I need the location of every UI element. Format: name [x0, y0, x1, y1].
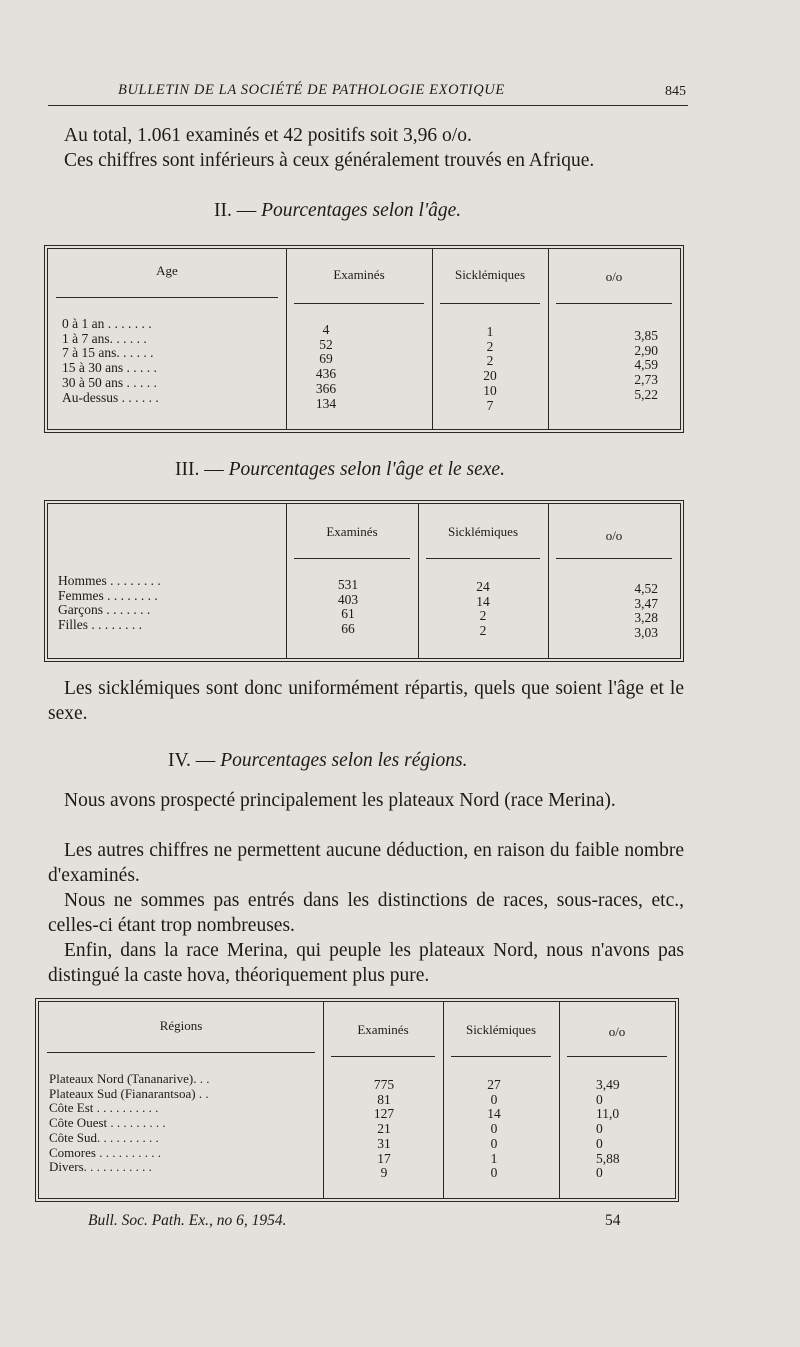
table-row-label: Plateaux Nord (Tananarive). . .	[49, 1071, 210, 1086]
table-row-label: Femmes . . . . . . . .	[58, 587, 158, 603]
header-rule	[556, 303, 672, 304]
para-regions-4: Enfin, dans la race Merina, qui peuple les plateaux Nord, nous n'avons pas distingué la caste hova, théoriquement plus pure.	[48, 940, 684, 986]
header-rule	[451, 1056, 551, 1057]
table-cell: 4,52	[634, 581, 658, 596]
sex-examines	[318, 578, 378, 637]
section-4-number: IV. —	[168, 750, 216, 771]
header-rule	[294, 558, 410, 559]
table-cell: 10	[483, 382, 497, 398]
header-rule	[426, 558, 540, 559]
table-cell: 0	[490, 1121, 498, 1137]
table-cell: 31	[377, 1135, 391, 1151]
table-cell: 7	[486, 397, 494, 413]
table-cell: 17	[377, 1150, 391, 1166]
header-rule	[567, 1056, 667, 1057]
table-row-label: 30 à 50 ans . . . . .	[62, 374, 157, 390]
table-cell: 69	[319, 351, 333, 367]
table-cell: 5,88	[596, 1150, 620, 1166]
table-cell: 531	[337, 577, 359, 592]
region-sicklemiques	[469, 1078, 519, 1181]
para-regions-3: Nous ne sommes pas entrés dans les distinctions de races, sous-races, etc., celles-ci étant trop nombreuses.	[48, 890, 684, 936]
table-row-label: 0 à 1 an . . . . . . .	[62, 316, 152, 331]
header-rule	[440, 303, 540, 304]
table-cell: 66	[341, 621, 355, 637]
table-cell: 0	[490, 1091, 498, 1107]
col-header-age: Age	[156, 263, 178, 278]
table-cell: 3,47	[634, 595, 658, 611]
table-cell: 403	[337, 591, 359, 607]
sex-labels	[58, 574, 278, 633]
region-labels	[49, 1072, 319, 1175]
header-rule	[48, 105, 688, 106]
table-cell: 2	[479, 623, 487, 639]
table-cell: 3,49	[596, 1077, 620, 1092]
table-cell: 27	[487, 1077, 501, 1092]
para-regions-1: Nous avons prospecté principalement les plateaux Nord (race Merina).	[64, 790, 616, 811]
journal-title: BULLETIN DE LA SOCIÉTÉ DE PATHOLOGIE EXOTIQUE	[118, 82, 505, 98]
table-cell: 14	[476, 593, 490, 609]
sex-pct	[548, 582, 658, 641]
table-cell: 0	[596, 1165, 603, 1181]
table-cell: 2	[479, 608, 487, 624]
footer-signature: 54	[605, 1212, 621, 1229]
header-rule	[331, 1056, 435, 1057]
table-cell: 61	[341, 606, 355, 622]
section-4-heading	[168, 750, 468, 772]
table-cell: 0	[596, 1091, 603, 1107]
table-row-label: Côte Est . . . . . . . . . .	[49, 1100, 159, 1116]
table-row-label: Garçons . . . . . . .	[58, 602, 151, 618]
table-cell: 5,22	[634, 386, 658, 402]
table-cell: 0	[596, 1121, 603, 1137]
table-cell: 1	[486, 324, 494, 339]
table-row-label: Plateaux Sud (Fianarantsoa) . .	[49, 1085, 209, 1101]
table-cell: 52	[319, 336, 333, 352]
table-regions	[38, 1001, 676, 1199]
table-cell: 0	[596, 1135, 603, 1151]
table-cell: 2	[486, 338, 494, 354]
region-examines	[359, 1078, 409, 1181]
table-cell: 366	[315, 380, 337, 396]
table-cell: 24	[476, 579, 490, 594]
header-rule	[56, 297, 278, 298]
para-sex-conclusion: Les sicklémiques sont donc uniformément répartis, quels que soient l'âge et le sexe.	[48, 678, 684, 724]
section-2-title: Pourcentages selon l'âge.	[261, 200, 462, 221]
table-row-label: 15 à 30 ans . . . . .	[62, 360, 157, 376]
table-row-label: Hommes . . . . . . . .	[58, 573, 161, 588]
table-cell: 81	[377, 1091, 391, 1107]
table-row-label: Côte Ouest . . . . . . . . .	[49, 1115, 166, 1131]
age-examines	[286, 323, 366, 411]
table-cell: 11,0	[596, 1106, 620, 1122]
section-3-title: Pourcentages selon l'âge et le sexe.	[228, 459, 505, 480]
table-cell: 9	[380, 1165, 388, 1181]
running-header	[48, 78, 686, 104]
age-pct	[548, 329, 658, 403]
region-pct	[596, 1078, 666, 1181]
table-cell: 4,59	[634, 357, 658, 373]
section-3-number: III. —	[175, 459, 224, 480]
header-rule	[47, 1052, 315, 1053]
table-row-label: Filles . . . . . . . .	[58, 617, 143, 633]
footer-citation: Bull. Soc. Path. Ex., no 6, 1954.	[88, 1212, 287, 1229]
table-cell: 2	[486, 353, 494, 369]
table-cell: 2,73	[634, 372, 658, 388]
col-header-regions: Régions	[159, 1018, 203, 1033]
table-cell: 20	[483, 368, 497, 384]
table-cell: 1	[490, 1150, 498, 1166]
table-row-label: Côte Sud. . . . . . . . . .	[49, 1129, 159, 1145]
col-header-pct: o/o	[605, 269, 623, 284]
table-sex	[47, 503, 681, 659]
table-row-label: 1 à 7 ans. . . . . .	[62, 330, 147, 346]
table-cell: 2,90	[634, 342, 658, 358]
table-row-label: Comores . . . . . . . . . .	[49, 1144, 161, 1160]
col-header-sicklemiques: Sicklémiques	[465, 1022, 537, 1037]
col-header-sicklemiques: Sicklémiques	[447, 524, 519, 539]
table-cell: 3,03	[634, 625, 658, 641]
table-row-label: 7 à 15 ans. . . . . .	[62, 345, 154, 361]
col-header-pct: o/o	[605, 528, 623, 543]
table-cell: 134	[315, 395, 337, 411]
table-row-label: Au-dessus . . . . . .	[62, 389, 159, 405]
table-cell: 4	[322, 322, 330, 337]
table-cell: 436	[315, 366, 337, 382]
para-regions-2: Les autres chiffres ne permettent aucune déduction, en raison du faible nombre d'examinés.	[48, 840, 684, 886]
col-header-sicklemiques: Sicklémiques	[454, 267, 526, 282]
col-header-examines: Examinés	[357, 1022, 409, 1037]
table-cell: 775	[373, 1077, 395, 1092]
section-2-number: II. —	[214, 200, 257, 221]
col-header-pct: o/o	[608, 1024, 626, 1039]
header-rule	[556, 558, 672, 559]
table-cell: 21	[377, 1121, 391, 1137]
page-number: 845	[665, 84, 686, 99]
intro-line-2: Ces chiffres sont inférieurs à ceux généralement trouvés en Afrique.	[64, 150, 595, 171]
section-3-heading	[175, 459, 505, 481]
col-header-examines: Examinés	[326, 524, 378, 539]
table-row-label: Divers. . . . . . . . . . .	[49, 1159, 152, 1175]
table-cell: 14	[487, 1106, 501, 1122]
age-labels	[62, 317, 282, 405]
section-4-title: Pourcentages selon les régions.	[220, 750, 468, 771]
table-cell: 0	[490, 1165, 498, 1181]
table-cell: 3,28	[634, 610, 658, 626]
table-cell: 0	[490, 1135, 498, 1151]
header-rule	[294, 303, 424, 304]
table-age	[47, 248, 681, 430]
col-header-examines: Examinés	[333, 267, 385, 282]
section-2-heading	[214, 200, 461, 222]
sex-sicklemiques	[448, 580, 518, 639]
age-sicklemiques	[432, 325, 548, 413]
table-cell: 127	[373, 1106, 395, 1122]
intro-line-1: Au total, 1.061 examinés et 42 positifs soit 3,96 o/o.	[64, 125, 472, 146]
table-cell: 3,85	[634, 328, 658, 343]
